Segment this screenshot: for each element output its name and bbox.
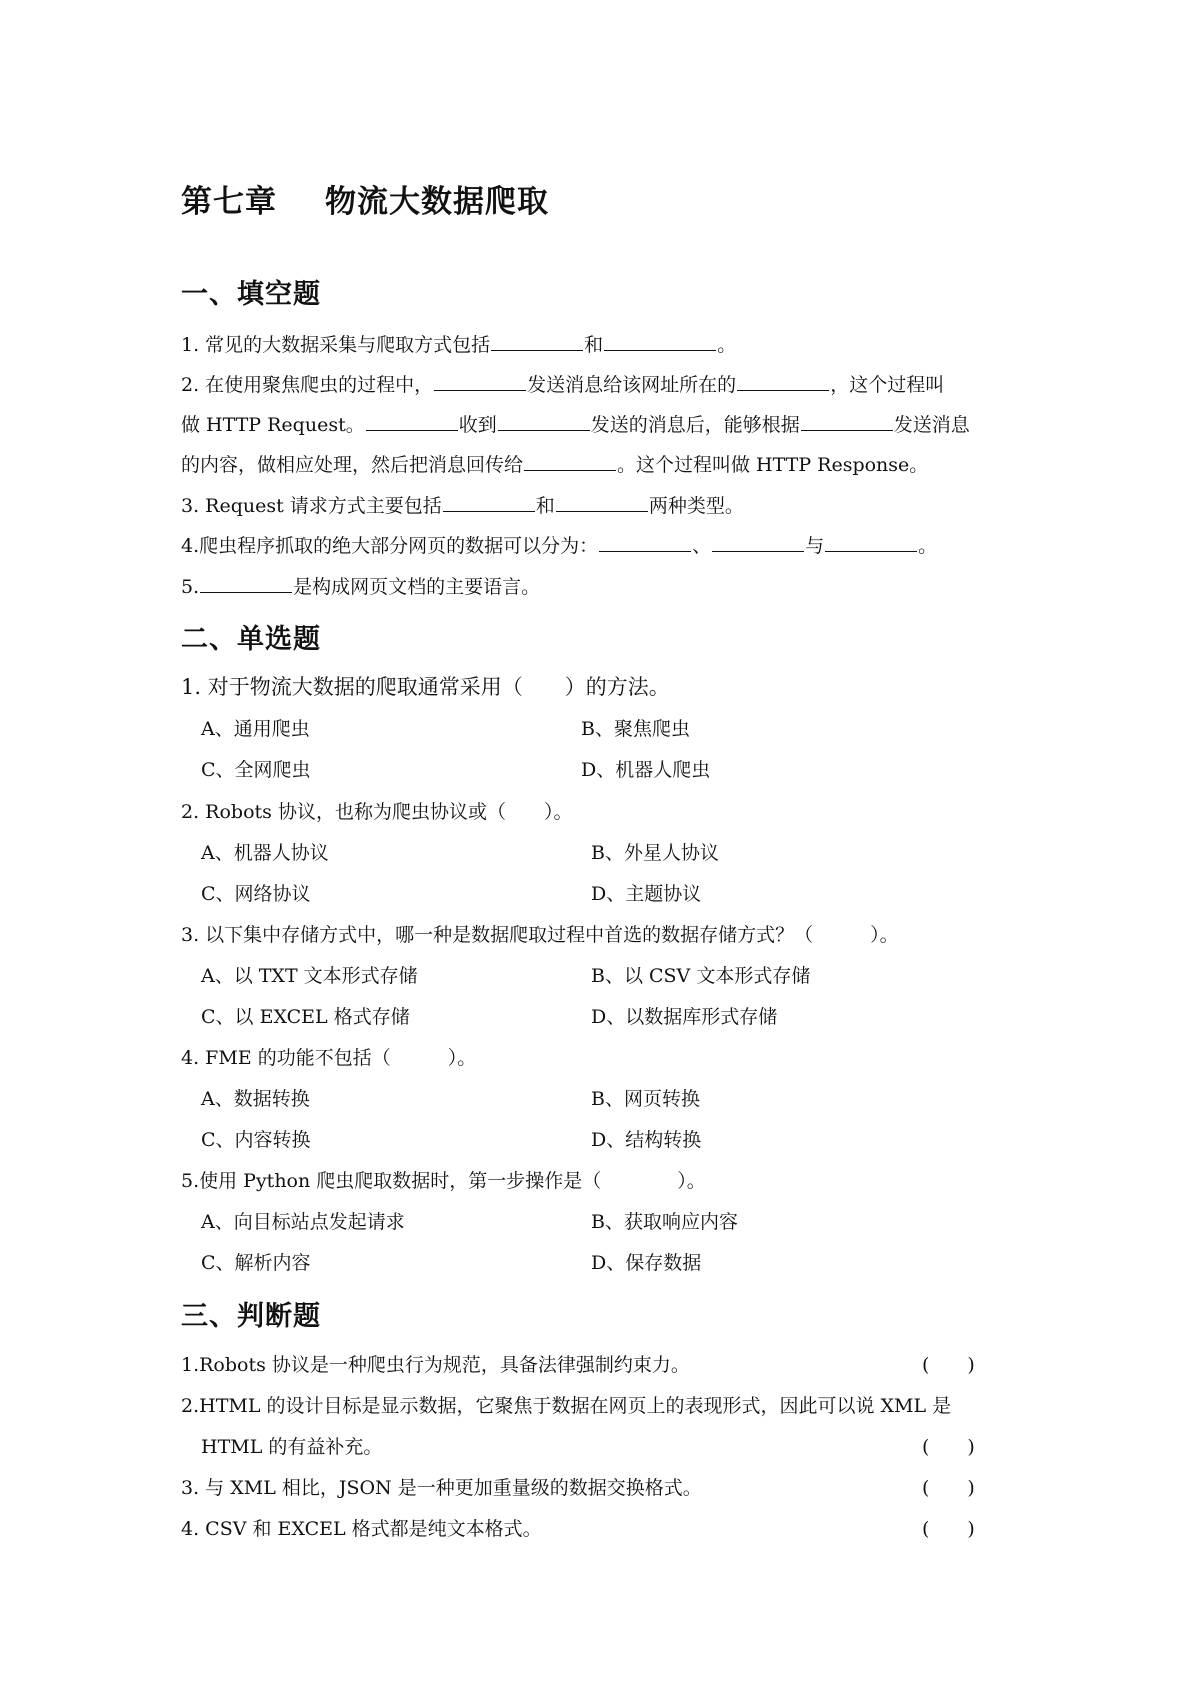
answer-blank: [498, 412, 590, 431]
choice-q3-option-d: D、以数据库形式存储: [591, 1006, 778, 1028]
answer-blank: [556, 493, 648, 512]
choice-q1-option-d: D、机器人爬虫: [581, 759, 711, 781]
judge-q2-line1: 2.HTML 的设计目标是显示数据，它聚焦于数据在网页上的表现形式，因此可以说 XML 是: [181, 1395, 952, 1417]
choice-q1-option-c: C、全网爬虫: [201, 759, 311, 781]
judge-q2-line2: HTML 的有益补充。: [201, 1436, 383, 1458]
choice-q2-option-a: A、机器人协议: [201, 842, 329, 864]
answer-blank: [434, 372, 526, 391]
choice-q5-option-c: C、解析内容: [201, 1252, 311, 1274]
section-judge-heading: 三、判断题: [181, 1301, 321, 1332]
chapter-number: 第七章: [181, 184, 277, 220]
section-fill-heading: 一、填空题: [181, 279, 321, 310]
choice-q1-option-a: A、通用爬虫: [201, 718, 310, 740]
fill-q5: 5. 是构成网页文档的主要语言。: [181, 576, 541, 598]
choice-q3-option-a: A、以 TXT 文本形式存储: [201, 965, 418, 987]
section-choice-heading: 二、单选题: [181, 624, 321, 655]
judge-q1-answer-paren: ( ): [922, 1354, 975, 1376]
answer-blank: [200, 574, 292, 593]
choice-q4-option-b: B、网页转换: [591, 1088, 700, 1110]
choice-q4-stem: 4. FME 的功能不包括（ ）。: [181, 1047, 477, 1069]
fill-q4: 4.爬虫程序抓取的绝大部分网页的数据可以分为： 、 与 。: [181, 535, 938, 557]
choice-q1-stem: 1. 对于物流大数据的爬取通常采用（ ）的方法。: [181, 675, 670, 699]
fill-q1: 1. 常见的大数据采集与爬取方式包括 和 。: [181, 334, 737, 356]
judge-q4-answer-paren: ( ): [922, 1518, 975, 1540]
answer-blank: [491, 332, 583, 351]
choice-q5-stem: 5.使用 Python 爬虫爬取数据时，第一步操作是（ ）。: [181, 1170, 706, 1192]
fill-q2-line3: 的内容，做相应处理，然后把消息回传给 。这个过程叫做 HTTP Response。: [181, 454, 929, 476]
answer-blank: [801, 412, 893, 431]
choice-q1-option-b: B、聚焦爬虫: [581, 718, 690, 740]
fill-q2-line1: 2. 在使用聚焦爬虫的过程中， 发送消息给该网址所在的 ，这个过程叫: [181, 374, 945, 396]
choice-q2-option-c: C、网络协议: [201, 883, 311, 905]
answer-blank: [366, 412, 458, 431]
choice-q2-stem: 2. Robots 协议，也称为爬虫协议或（ ）。: [181, 801, 573, 823]
choice-q5-option-b: B、获取响应内容: [591, 1211, 738, 1233]
choice-q4-option-c: C、内容转换: [201, 1129, 311, 1151]
answer-blank: [604, 332, 716, 351]
choice-q3-option-c: C、以 EXCEL 格式存储: [201, 1006, 410, 1028]
judge-q3-answer-paren: ( ): [922, 1477, 975, 1499]
judge-q1: 1.Robots 协议是一种爬虫行为规范，具备法律强制约束力。: [181, 1354, 690, 1376]
chapter-name: 物流大数据爬取: [325, 184, 549, 220]
choice-q5-option-d: D、保存数据: [591, 1252, 702, 1274]
choice-q3-option-b: B、以 CSV 文本形式存储: [591, 965, 811, 987]
judge-q2-answer-paren: ( ): [922, 1436, 975, 1458]
choice-q4-option-a: A、数据转换: [201, 1088, 310, 1110]
choice-q2-option-b: B、外星人协议: [591, 842, 719, 864]
choice-q5-option-a: A、向目标站点发起请求: [201, 1211, 405, 1233]
choice-q2-option-d: D、主题协议: [591, 883, 702, 905]
fill-q3: 3. Request 请求方式主要包括 和 两种类型。: [181, 495, 744, 517]
choice-q3-stem: 3. 以下集中存储方式中，哪一种是数据爬取过程中首选的数据存储方式？（ ）。: [181, 924, 899, 946]
judge-q3: 3. 与 XML 相比，JSON 是一种更加重量级的数据交换格式。: [181, 1477, 702, 1499]
answer-blank: [443, 493, 535, 512]
answer-blank: [825, 533, 917, 552]
chapter-title: [181, 176, 549, 221]
answer-blank: [599, 533, 691, 552]
choice-q4-option-d: D、结构转换: [591, 1129, 702, 1151]
answer-blank: [737, 372, 829, 391]
answer-blank: [712, 533, 804, 552]
judge-q4: 4. CSV 和 EXCEL 格式都是纯文本格式。: [181, 1518, 542, 1540]
answer-blank: [524, 452, 616, 471]
fill-q2-line2: 做 HTTP Request。 收到 发送的消息后，能够根据 发送消息: [181, 414, 970, 436]
